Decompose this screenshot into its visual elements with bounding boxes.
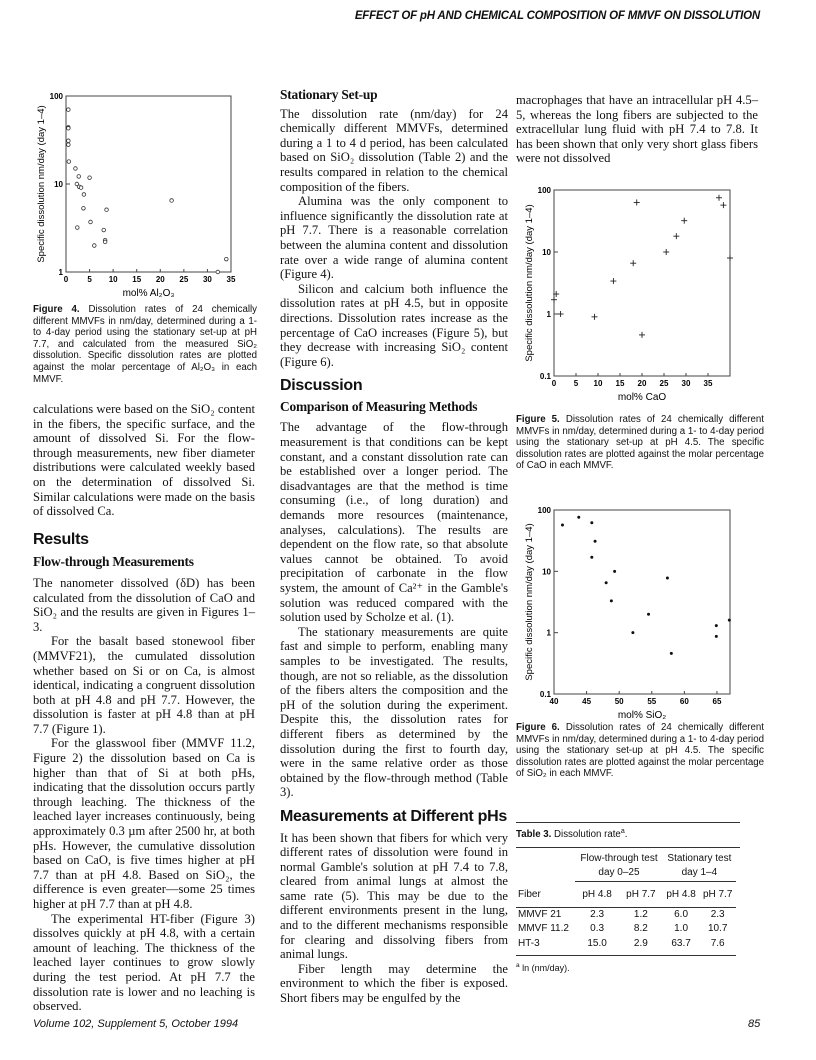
paragraph: Fiber length may determine the environment to which the fiber is exposed. Short fibers may be engulfed by the xyxy=(280,961,508,1006)
x-tick-label: 10 xyxy=(593,379,603,388)
data-point xyxy=(673,233,679,239)
x-tick-label: 35 xyxy=(703,379,713,388)
data-point xyxy=(89,220,93,224)
table-cell: MMVF 21 xyxy=(518,908,562,920)
table-cell: 0.3 xyxy=(590,923,605,935)
figure-4-label: Figure 4. xyxy=(33,304,80,315)
dissolution-rate-table xyxy=(516,848,736,957)
paragraph: It has been shown that fibers for which very different rates of dissolution were found in normal Gamble's solution at pH 7.4 to 7.8, cleared from animal lungs at almost the same rate (5). This may be due to the different environments present in the lung, and to the different mechanisms responsible for clearing and dissolving fibers from animal lungs. xyxy=(280,830,508,962)
data-point xyxy=(577,516,580,519)
paragraph: The dissolution rate (nm/day) for 24 chemically different MMVFs, determined during a 1 to 4 d period, has been calculated based on SiO₂ dissolution (Table 2) and the results compared in relation to the chemical composition of the fibers. xyxy=(280,106,508,194)
paragraph: The stationary measurements are quite fast and simple to perform, enabling many samples to be investigated. The results, though, are not so reliable, as the dissolution of the fibers alters the composition and the pH of the solution during the experiment. Despite this, the dissolution rates for different fibers as determined by the dissolution during the first to fourth day, were in the same relative order as those obtained by the flow-through method (Table 3). xyxy=(280,624,508,800)
page-number: 85 xyxy=(748,1018,761,1030)
data-point xyxy=(92,244,96,248)
data-point xyxy=(67,160,71,164)
x-tick-label: 30 xyxy=(681,379,691,388)
paragraph: The advantage of the flow-through measurement is that conditions can be kept constant, and a constant dissolution rate can be established over a longer period. The disadvantages are that the method is time consuming (i.e., of long duration) and demands more resources (maintenance, analyses, calculations). The results are dependent on the flow rate, so that absolute values cannot be obtained. To avoid precipitation of carbonate in the flow system, the amount of Ca²⁺ in the Gamble's solution was reduced compared with the solution used by Scholze et al. (1). xyxy=(280,420,508,625)
table-3 xyxy=(516,822,740,975)
results-heading: Results xyxy=(33,530,89,548)
x-tick-label: 5 xyxy=(573,379,579,388)
x-tick-label: 55 xyxy=(647,697,657,706)
y-tick-label: 100 xyxy=(537,506,551,515)
table-cell: 7.6 xyxy=(710,937,725,949)
data-point xyxy=(67,139,71,143)
data-point xyxy=(67,108,71,112)
data-point xyxy=(170,199,174,203)
group-header-flow xyxy=(575,848,663,882)
x-tick-label: 50 xyxy=(614,697,624,706)
x-tick-label: 15 xyxy=(132,275,142,284)
x-tick-label: 35 xyxy=(226,275,236,284)
x-tick-label: 5 xyxy=(87,275,92,284)
data-point xyxy=(647,613,650,616)
table-row xyxy=(516,908,736,923)
data-point xyxy=(561,523,564,526)
data-point xyxy=(224,257,228,261)
y-axis-label: Specific dissolution nm/day (day 1–4) xyxy=(524,523,535,681)
y-tick-label: 10 xyxy=(542,248,551,257)
data-point xyxy=(551,297,557,303)
x-tick-label: 20 xyxy=(637,379,647,388)
figure-5-caption xyxy=(516,414,764,472)
table-cell: 2.9 xyxy=(633,937,648,949)
column-header: pH 4.8 xyxy=(575,882,619,903)
table-cell: 15.0 xyxy=(587,937,607,949)
plot-frame xyxy=(554,510,730,694)
data-point xyxy=(715,624,718,627)
figure-4 xyxy=(33,86,258,302)
data-point xyxy=(88,176,92,180)
data-point xyxy=(82,193,86,197)
y-tick-label: 1 xyxy=(546,310,551,319)
x-tick-label: 25 xyxy=(179,275,189,284)
data-point xyxy=(610,278,616,284)
figure-6-caption xyxy=(516,722,764,780)
data-point xyxy=(74,167,78,171)
data-point xyxy=(666,576,669,579)
y-tick-label: 1 xyxy=(546,628,551,638)
column-header: pH 4.8 xyxy=(663,882,700,903)
data-point xyxy=(79,186,83,190)
x-tick-label: 30 xyxy=(202,275,212,284)
x-axis-label: mol% SiO₂ xyxy=(617,710,667,720)
data-point xyxy=(715,635,718,638)
footnote-marker: a xyxy=(516,962,520,970)
x-tick-label: 10 xyxy=(108,275,118,284)
y-tick-label: 10 xyxy=(542,567,551,577)
data-point xyxy=(663,249,669,255)
group-header-line: Flow-through test xyxy=(580,852,658,864)
data-point xyxy=(605,581,608,584)
measurements-heading: Measurements at Different pHs xyxy=(280,807,507,825)
data-point xyxy=(681,218,687,224)
data-point xyxy=(720,202,726,208)
flow-through-heading: Flow-through Measurements xyxy=(33,554,194,570)
paragraph: For the basalt based stonewool fiber (MMVF21), the cumulated dissolution whether based on Si or on Ca, is almost identical, indicating a congruent dissolution both at pH 4.8 and pH 7.7. However, the dissolution is faster at pH 4.8 than at pH 7.7 (Figure 1). xyxy=(33,634,255,736)
x-tick-label: 0 xyxy=(551,379,557,388)
table-cell: 63.7 xyxy=(671,937,691,949)
data-point xyxy=(727,255,733,261)
figure-5-chart xyxy=(516,182,766,404)
paragraph: For the glasswool fiber (MMVF 11.2, Figure 2) the dissolution based on Ca is higher than that of Si at both pHs, indicating that the dissolution occurs partly through leaching. The thickness of the leached layer increases continuously, being approximately 0.3 µm after 2500 hr, at both pHs. However, the cumulative dissolution based on CaO, is five times higher at pH 7.7 than at pH 4.8. Based on SiO₂, the difference is even greater—some 25 times higher at pH 7.7 than at pH 4.8. xyxy=(33,736,255,911)
x-tick-label: 0 xyxy=(63,275,69,284)
paragraph: Alumina was the only component to influence significantly the dissolution rate at pH 7.7. There is a reasonable correlation between the alumina content and dissolution rate over a wide range of alumina content (Figure 4). xyxy=(280,194,508,282)
figure-6-label: Figure 6. xyxy=(516,722,560,733)
data-point xyxy=(716,195,722,201)
group-header-line: day 0–25 xyxy=(598,867,640,879)
y-tick-label: 1 xyxy=(58,268,63,277)
group-header-line: Stationary test xyxy=(667,852,732,864)
figure-4-chart xyxy=(33,86,258,298)
table-row xyxy=(516,922,736,937)
group-header-stationary xyxy=(663,848,736,882)
table-3-label: Table 3. xyxy=(516,829,552,841)
column-header: Fiber xyxy=(518,888,541,900)
figure-5-caption-text: Dissolution rates of 24 chemically different MMVFs in nm/day, determined during a 1- to 4-day period using the stationary set-up at pH 4.5. The specific dissolution rates are plotted against the molar percentage of CaO in each MMVF. xyxy=(516,414,764,472)
data-point xyxy=(67,126,71,130)
paragraph: The nanometer dissolved (δD) has been calculated from the dissolution of CaO and SiO₂ and the results are given in Figures 1–3. xyxy=(33,575,255,634)
comparison-heading: Comparison of Measuring Methods xyxy=(280,398,478,414)
data-point xyxy=(670,652,673,655)
x-axis-label: mol% CaO xyxy=(617,392,667,403)
table-cell: 6.0 xyxy=(674,908,689,920)
table-3-title: Table 3. Dissolution rate$^a$. xyxy=(516,828,628,841)
data-point xyxy=(103,240,107,244)
data-point xyxy=(634,199,640,205)
x-tick-label: 20 xyxy=(155,275,165,284)
x-tick-label: 25 xyxy=(659,379,669,388)
table-cell: 2.3 xyxy=(590,908,605,920)
journal-footer: Volume 102, Supplement 5, October 1994 xyxy=(33,1018,239,1030)
footnote-text: ln (nm/day). xyxy=(519,963,570,974)
figure-6 xyxy=(516,498,766,724)
x-tick-label: 60 xyxy=(679,697,689,706)
paragraph: The experimental HT-fiber (Figure 3) dissolves quickly at pH 4.8, with a certain amount of leaching. The thickness of the leached layer continues to grow slowly during the test period. At pH 7.7 the dissolution rate is lower and no leaching is observed. xyxy=(33,911,255,1014)
plot-frame xyxy=(554,190,730,376)
data-point xyxy=(728,619,731,622)
data-point xyxy=(594,540,597,543)
table-cell: 2.3 xyxy=(710,908,725,920)
figure-5 xyxy=(516,182,766,408)
figure-4-caption-text: Dissolution rates of 24 chemically different MMVFs in nm/day, determined during a 1- to 4-day period using the stationary set-up at pH 7.7, and calculated from the measured SiO₂ dissolution. Specific dissolution rates are plotted against the molar percentage of Al₂O₃ in each MMVF. xyxy=(33,304,258,385)
figure-4-caption xyxy=(33,304,257,385)
data-point xyxy=(639,332,645,338)
paragraph: macrophages that have an intracellular pH 4.5–5, whereas the long fibers are subjected to the extracellular lung fluid with pH 7.4 to 7.8. It has been shown that only very short glass fibers were not dissolved xyxy=(516,93,758,166)
table-cell: MMVF 11.2 xyxy=(518,923,569,935)
table-3-footnote xyxy=(516,960,740,975)
y-axis-label: Specific dissolution nm/day (day 1–4) xyxy=(36,105,47,263)
x-tick-label: 40 xyxy=(549,697,559,706)
x-tick-label: 65 xyxy=(712,697,722,706)
table-cell: 1.0 xyxy=(674,923,689,935)
y-axis-label: Specific dissolution nm/day (day 1–4) xyxy=(524,204,535,362)
data-point xyxy=(558,311,564,317)
y-tick-label: 100 xyxy=(537,186,551,195)
data-point xyxy=(590,556,593,559)
data-point xyxy=(216,270,220,274)
data-point xyxy=(105,208,109,212)
y-tick-label: 100 xyxy=(49,92,63,101)
data-point xyxy=(590,521,593,524)
x-tick-label: 15 xyxy=(615,379,625,388)
table-cell: HT-3 xyxy=(518,937,540,949)
plot-frame xyxy=(66,96,231,272)
data-point xyxy=(630,260,636,266)
data-point xyxy=(76,226,80,230)
x-tick-label: 45 xyxy=(582,697,592,706)
figure-6-caption-text: Dissolution rates of 24 chemically different MMVFs in nm/day, determined during a 1- to 4-day period using the stationary set-up at pH 4.5. The specific dissolution rates are plotted against the molar percentage of SiO₂ in each MMVF. xyxy=(516,722,764,780)
table-cell: 1.2 xyxy=(633,908,648,920)
data-point xyxy=(82,206,86,210)
column-header: pH 7.7 xyxy=(699,882,736,903)
data-point xyxy=(613,570,616,573)
x-axis-label: mol% Al₂O₃ xyxy=(122,288,175,298)
discussion-heading: Discussion xyxy=(280,377,363,395)
figure-5-label: Figure 5. xyxy=(516,414,560,425)
data-point xyxy=(631,631,634,634)
y-tick-label: 10 xyxy=(54,180,63,189)
data-point xyxy=(591,314,597,320)
figure-6-chart xyxy=(516,498,766,720)
y-tick-label: 0.1 xyxy=(539,372,551,381)
column-header: pH 7.7 xyxy=(619,882,663,903)
table-row xyxy=(516,937,736,952)
stationary-setup-heading: Stationary Set-up xyxy=(280,87,378,102)
table-cell: 10.7 xyxy=(707,923,728,935)
data-point xyxy=(102,228,106,232)
paragraph: Silicon and calcium both influence the dissolution rates at pH 4.5, but in opposite directions. Dissolution rates increase as the percentage of CaO increases (Figure 5), but they decrease with increasing SiO₂ content (Figure 6). xyxy=(280,281,508,369)
data-point xyxy=(610,599,613,602)
group-header-line: day 1–4 xyxy=(681,867,718,879)
running-head: EFFECT OF pH AND CHEMICAL COMPOSITION OF MMVF ON DISSOLUTION xyxy=(354,10,760,22)
paragraph: calculations were based on the SiO₂ content in the fibers, the specific surface, and the amount of dissolved Si. For the flow-through measurements, new fiber diameter distributions were calculated weekly based on the determination of dissolved Si. Similar calculations were made on the basis of dissolved Ca. xyxy=(33,402,255,519)
footnote-marker: a xyxy=(620,828,625,835)
y-tick-label: 0.1 xyxy=(539,690,551,699)
data-point xyxy=(77,175,81,179)
table-cell: 8.2 xyxy=(633,923,648,935)
data-point xyxy=(67,143,71,147)
table-3-title-text: Dissolution rate xyxy=(551,829,621,841)
